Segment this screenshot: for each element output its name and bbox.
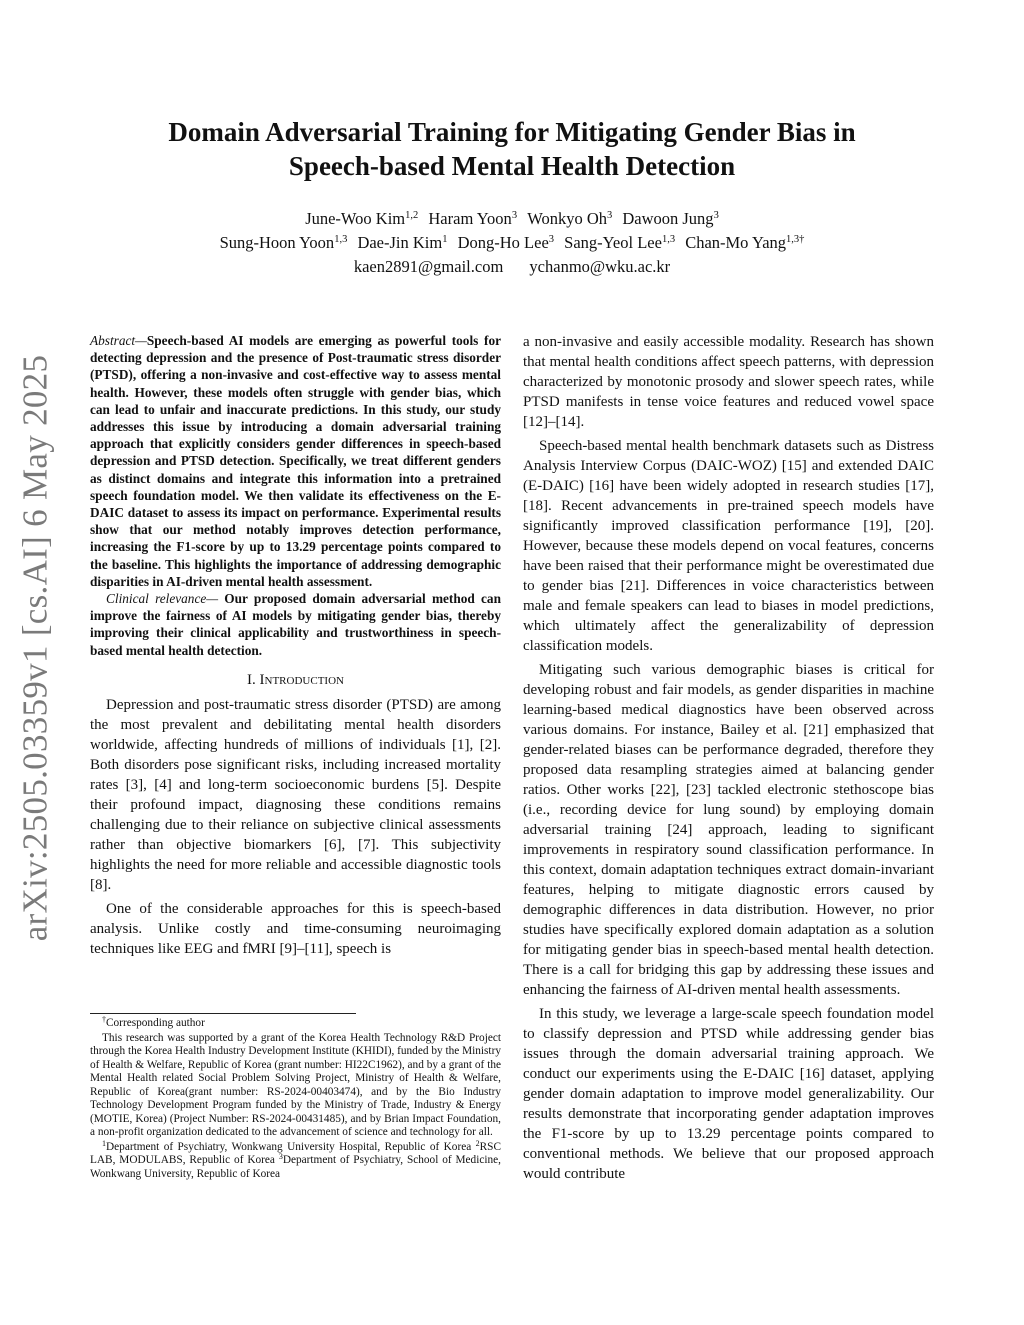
author: Chan-Mo Yang$^{1,3\dagger}$ <box>685 233 805 252</box>
email-link[interactable]: kaen2891@gmail.com <box>353 257 504 276</box>
title-line-1: Domain Adversarial Training for Mitigating Gender Bias in <box>168 117 856 147</box>
author: Wonkyo Oh$^3$ <box>527 209 613 228</box>
author: Dawoon Jung$^3$ <box>622 209 719 228</box>
footnote-divider <box>90 1013 356 1014</box>
email-link[interactable]: ychanmo@wku.ac.kr <box>529 257 671 276</box>
paragraph: Depression and post-traumatic stress disorder (PTSD) are among the most prevalent and debilitating mental health disorders worldwide, affecting hundreds of millions of individuals [1], [2]. Both disorders pose significant risks, including increased mortality rates [3], [4] and long-term socioeconomic burdens [5]. Despite their profound impact, diagnosing these conditions remains challenging due to their reliance on subjective clinical assessments rather than objective biomarkers [6], [7]. This subjectivity highlights the need for more reliable and accessible diagnostic tools [8]. <box>90 696 501 893</box>
author-emails <box>90 255 934 279</box>
footnote-corresponding: †Corresponding author <box>102 1015 205 1029</box>
author: June-Woo Kim$^{1,2}$ <box>305 209 419 228</box>
abstract <box>90 332 501 590</box>
footnote-affiliations: $^1$Department of Psychiatry, Wonkwang University Hospital, Republic of Korea $^2$RSC LAB, MODULABS, Republic of Korea $^3$Department of Psychiatry, School of Medicine, Wonkwang University, Republic of Korea <box>90 1138 501 1180</box>
abstract-text: Speech-based AI models are emerging as powerful tools for detecting depression and the presence of Post-traumatic stress disorder (PTSD), offering a non-invasive and cost-effective way to assess mental health. However, these models often struggle with gender bias, which can lead to unfair and inaccurate predictions. In this study, our study addresses this issue by introducing a domain adversarial training approach that explicitly considers gender differences in speech-based depression and PTSD detection. Specifically, we treat different genders as distinct domains and integrate this information into a pretrained speech foundation model. We then validate its effectiveness on the E-DAIC dataset to assess its impact on performance. Experimental results show that our method notably improves detection performance, increasing the F1-score by up to 13.29 percentage points compared to the baseline. This highlights the importance of addressing demographic disparities in AI-driven mental health assessment. <box>90 333 501 589</box>
author-row-1 <box>90 207 934 231</box>
paper-title <box>90 115 934 183</box>
paragraph: One of the considerable approaches for this is speech-based analysis. Unlike costly and time-consuming neuroimaging techniques like EEG and fMRI [9]–[11], speech is <box>90 900 501 957</box>
left-column <box>90 332 501 963</box>
title-line-2: Speech-based Mental Health Detection <box>288 151 736 181</box>
abstract-label: Abstract— <box>90 333 147 348</box>
author: Dae-Jin Kim$^1$ <box>357 233 448 252</box>
clinical-relevance-text: Our proposed domain adversarial method can improve the fairness of AI models by mitigating gender bias, thereby improving their clinical applicability and trustworthiness in speech-based mental health detection. <box>90 591 501 658</box>
right-column <box>523 332 934 1188</box>
section-heading-introduction: I. Introduction <box>247 671 344 688</box>
author: Sung-Hoon Yoon$^{1,3}$ <box>219 233 348 252</box>
author-block <box>90 207 934 279</box>
author: Sang-Yeol Lee$^{1,3}$ <box>564 233 676 252</box>
paragraph: In this study, we leverage a large-scale speech foundation model to classify depression and PTSD while addressing gender bias issues through the domain adversarial training approach. We conduct our experiments using the E-DAIC [16] dataset, applying gender domain adaptation to improve model generalizability. Our results demonstrate that incorporating gender adaptation improves the F1-score by up to 13.29 percentage points compared to conventional methods. We believe that our proposed approach would contribute <box>523 1006 934 1182</box>
author: Dong-Ho Lee$^3$ <box>457 233 555 252</box>
author-row-2 <box>90 231 934 255</box>
paragraph: a non-invasive and easily accessible modality. Research has shown that mental health conditions affect speech patterns, with depression characterized by monotonic prosody and slower speech rates, while PTSD manifests in tense voice features and reduced vowel space [12]–[14]. <box>523 334 934 430</box>
footnote-funding: This research was supported by a grant of the Korea Health Technology R&D Project through the Korea Health Industry Development Institute (KHIDI), funded by the Ministry of Health & Welfare, Republic of Korea (grant number: HI22C1962), and by a grant of the Mental Health related Social Problem Solving Project, Ministry of Health & Welfare, Republic of Korea(grant number: RS-2024-00403474), and by the Bio Industry Technology Development Program funded by the Ministry of Trade, Industry & Energy (MOTIE, Korea) (Project Number: RS-2024-00431485), and by Brian Impact Foundation, a non-profit organization dedicated to the advancement of science and technology for all. <box>90 1031 501 1138</box>
arxiv-side-stamp <box>6 354 64 941</box>
clinical-relevance <box>90 590 501 659</box>
paragraph: Mitigating such various demographic biases is critical for developing robust and fair models, as gender disparities in machine learning-based medical diagnostics have been observed across various domains. For instance, Bailey et al. [21] emphasized that gender-related biases can be performance degraded, therefore they proposed data resampling strategies aimed at balancing gender ratios. Other works [22], [23] tackled electronic stethoscope bias (i.e., recording device for lung sound) by employing domain adversarial training [24] approach, leading to significant improvements in respiratory sound classification performance. In this context, domain adaptation techniques extract domain-invariant features, helping to mitigate diagnostic errors caused by demographic differences in data distribution. However, no prior studies have specifically explored domain adaptation as a solution for mitigating gender bias in speech-based mental health detection. There is a call for bridging this gap by addressing these issues and enhancing the fairness of AI-driven mental health assessments. <box>523 662 934 998</box>
footnotes <box>90 1017 501 1182</box>
arxiv-identifier: arXiv:2505.03359v1 [cs.AI] 6 May 2025 <box>15 354 55 941</box>
paragraph: Speech-based mental health benchmark datasets such as Distress Analysis Interview Corpus (DAIC-WOZ) [15] and extended DAIC (E-DAIC) [16] have been widely adopted in research studies [17], [18]. Recent advancements in pre-trained speech models have significantly improved classification performance [19], [20]. However, because these models depend on vocal features, concerns have been raised that their performance might be overestimated due to gender bias [21]. Differences in voice characteristics between male and female speakers can lead to biases in model predictions, which ultimately affect the generalizability of depression classification models. <box>523 438 934 654</box>
author: Haram Yoon$^3$ <box>428 209 518 228</box>
clinical-relevance-label: Clinical relevance— <box>106 591 219 607</box>
